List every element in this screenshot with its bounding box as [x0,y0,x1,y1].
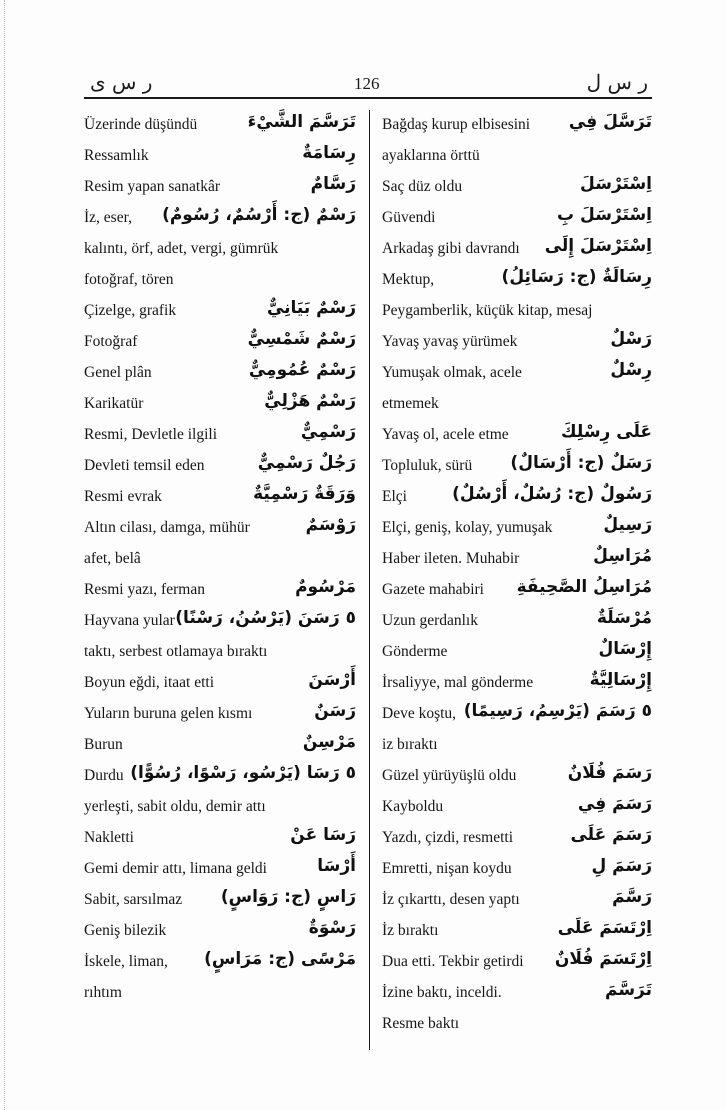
dictionary-entry [84,517,356,548]
arabic-headword: رَسَنٌ [314,701,356,721]
turkish-definition: Hayvana yular [84,612,175,629]
turkish-definition: Resme baktı [382,1015,460,1032]
arabic-headword: إِرْسَالِيَّةٌ [589,670,652,690]
arabic-headword: رَسِيلٌ [603,515,652,535]
dictionary-entry [382,610,652,641]
dictionary-entry [382,858,652,889]
dictionary-entry [84,114,356,145]
dictionary-entry [84,207,356,238]
turkish-definition: Dua etti. Tekbir getirdi [382,953,524,970]
arabic-headword: إِرْسَالٌ [598,639,652,659]
turkish-definition: Güzel yürüyüşlü oldu [382,767,517,784]
dictionary-entry [382,951,652,982]
dictionary-entry [84,610,356,641]
turkish-definition: Ressamlık [84,147,149,164]
turkish-definition: etmemek [382,395,439,412]
arabic-headword: وَرَقَةٌ رَسْمِيَّةٌ [253,484,356,504]
arabic-headword: تَرَسَّمَ الشَّيْءَ [247,112,356,132]
dictionary-entry [382,331,652,362]
arabic-headword: رَسَمَ عَلَى [570,825,652,845]
dictionary-entry [84,176,356,207]
arabic-headword: ٥ رَسَمَ (يَرْسِمُ، رَسِيمًا) [463,701,652,721]
turkish-definition: Kayboldu [382,798,444,815]
turkish-definition: fotoğraf, tören [84,271,174,288]
turkish-definition: Gemi demir attı, limana geldi [84,860,267,877]
arabic-headword: أَرْسَا [317,856,356,876]
dictionary-entry [382,734,652,765]
dictionary-entry [382,269,652,300]
dictionary-entry [382,517,652,548]
turkish-definition: İz, eser, [84,209,132,226]
turkish-definition: Genel plân [84,364,152,381]
scan-edge-dots [4,0,6,1110]
arabic-headword: تَرَسَّمَ [604,980,652,1000]
dictionary-entry [84,393,356,424]
column-divider [369,110,370,1050]
turkish-definition: Uzun gerdanlık [382,612,478,629]
arabic-headword: ٥ رَسَا (يَرْسُو، رَسْوًا، رُسُوًّا) [130,763,356,783]
arabic-headword: تَرَسَّلَ فِي [568,112,652,132]
turkish-definition: Fotoğraf [84,333,138,350]
dictionary-entry [84,827,356,858]
turkish-definition: Yavaş yavaş yürümek [382,333,518,350]
dictionary-entry [382,362,652,393]
dictionary-entry [382,827,652,858]
turkish-definition: Karikatür [84,395,144,412]
arabic-headword: رَسَّمَ [612,887,652,907]
arabic-headword: رَوْسَمٌ [305,515,356,535]
turkish-definition: Çizelge, grafik [84,302,177,319]
turkish-definition: İzine baktı, inceldi. [382,984,502,1001]
arabic-headword: رَسَمَ فِي [577,794,652,814]
turkish-definition: iz bıraktı [382,736,438,753]
turkish-definition: kalıntı, örf, adet, vergi, gümrük [84,240,279,257]
dictionary-entry [84,300,356,331]
turkish-definition: Resmi yazı, ferman [84,581,205,598]
dictionary-entry [382,207,652,238]
dictionary-entry [382,641,652,672]
dictionary-entry [382,703,652,734]
turkish-definition: Boyun eğdi, itaat etti [84,674,215,691]
arabic-headword: اِرْتَسَمَ عَلَى [557,918,652,938]
dictionary-entry [84,424,356,455]
dictionary-entry [382,145,652,176]
dictionary-entry [84,889,356,920]
turkish-definition: Deve koştu, [382,705,457,722]
turkish-definition: Gazete mahabiri [382,581,484,598]
arabic-headword: مَرْسِنٌ [302,732,356,752]
arabic-headword: رَسْوَةٌ [308,918,356,938]
turkish-definition: Resmi evrak [84,488,162,505]
dictionary-entry [382,424,652,455]
turkish-definition: Haber ileten. Muhabir [382,550,520,567]
dictionary-entry [382,796,652,827]
dictionary-entry [382,982,652,1013]
turkish-definition: Peygamberlik, küçük kitap, mesaj [382,302,593,319]
turkish-definition: Geniş bilezik [84,922,167,939]
arabic-headword: رَسُولٌ (ج: رُسُلٌ، أَرْسُلٌ) [452,484,652,504]
arabic-headword: مَرْسًى (ج: مَرَاسٍ) [204,949,356,969]
dictionary-entry [84,858,356,889]
arabic-headword: رَسْلٌ [610,329,652,349]
turkish-definition: Bağdaş kurup elbisesini [382,116,531,133]
turkish-definition: Topluluk, sürü [382,457,473,474]
dictionary-entry [382,548,652,579]
arabic-headword: اِسْتَرْسَلَ إِلَى [544,236,652,256]
turkish-definition: Sabit, sarsılmaz [84,891,183,908]
turkish-definition: yerleşti, sabit oldu, demir attı [84,798,266,815]
dictionary-entry [84,703,356,734]
turkish-definition: Yuların buruna gelen kısmı [84,705,253,722]
turkish-definition: Resim yapan sanatkâr [84,178,221,195]
turkish-definition: Üzerinde düşündü [84,116,198,133]
dictionary-entry [84,269,356,300]
dictionary-entry [84,579,356,610]
arabic-headword: مُرَاسِلُ الصَّحِيفَةِ [516,577,652,597]
dictionary-entry [382,300,652,331]
turkish-definition: taktı, serbest otlamaya bıraktı [84,643,268,660]
turkish-definition: Yumuşak olmak, acele [382,364,522,381]
turkish-definition: Güvendi [382,209,436,226]
dictionary-entry [84,920,356,951]
page-number: 126 [354,74,380,93]
header-rule [84,97,652,99]
dictionary-entry [84,951,356,982]
dictionary-entry [84,672,356,703]
dictionary-entry [84,734,356,765]
turkish-definition: İz çıkarttı, desen yaptı [382,891,520,908]
arabic-headword: رَسَا عَنْ [290,825,356,845]
dictionary-entry [84,796,356,827]
dictionary-entry [382,455,652,486]
turkish-definition: rıhtım [84,984,122,1001]
turkish-definition: Arkadaş gibi davrandı [382,240,520,257]
dictionary-entry [382,238,652,269]
arabic-headword: رَسْمٌ هَزْلِيٌّ [264,391,356,411]
dictionary-entry [84,455,356,486]
arabic-headword: أَرْسَنَ [308,670,356,690]
turkish-definition: Nakletti [84,829,134,846]
turkish-definition: Mektup, [382,271,435,288]
dictionary-entry [382,1013,652,1044]
turkish-definition: Elçi, geniş, kolay, yumuşak [382,519,553,536]
arabic-headword: رَسْمٌ شَمْسِيٌّ [247,329,356,349]
left-column [84,114,356,1013]
dictionary-entry [382,393,652,424]
arabic-headword: مَرْسُومٌ [295,577,356,597]
dictionary-entry [84,982,356,1013]
arabic-headword: رِسَامَةٌ [302,143,356,163]
dictionary-entry [382,579,652,610]
dictionary-entry [84,145,356,176]
turkish-definition: Yavaş ol, acele etme [382,426,509,443]
arabic-headword: مُرْسَلَةٌ [596,608,652,628]
turkish-definition: afet, belâ [84,550,141,567]
turkish-definition: Yazdı, çizdi, resmetti [382,829,514,846]
dictionary-entry [382,672,652,703]
dictionary-entry [84,331,356,362]
arabic-headword: رَسْمٌ عُمُومِيٌّ [248,360,356,380]
dictionary-entry [382,765,652,796]
dictionary-entry [84,238,356,269]
turkish-definition: Saç düz oldu [382,178,463,195]
arabic-headword: رَسْمٌ (ج: أَرْسُمٌ، رُسُومٌ) [162,205,356,225]
turkish-definition: Gönderme [382,643,448,660]
header-root-right: ر س ل [586,70,648,94]
dictionary-entry [84,362,356,393]
turkish-definition: Resmi, Devletle ilgili [84,426,218,443]
turkish-definition: Altın cilası, damga, mühür [84,519,250,536]
dictionary-entry [84,486,356,517]
arabic-headword: رَسَمَ فُلَانٌ [567,763,652,783]
dictionary-entry [382,920,652,951]
arabic-headword: رِسَالَةٌ (ج: رَسَائِلُ) [501,267,652,287]
arabic-headword: اِرْتَسَمَ فُلَانٌ [554,949,652,969]
dictionary-entry [84,641,356,672]
arabic-headword: مُرَاسِلٌ [593,546,652,566]
turkish-definition: Emretti, nişan koydu [382,860,512,877]
arabic-headword: رَسْمِيٌّ [300,422,356,442]
arabic-headword: اِسْتَرْسَلَ بِ [557,205,652,225]
turkish-definition: İrsaliyye, mal gönderme [382,674,534,691]
arabic-headword: رَسَمَ لِ [591,856,652,876]
turkish-definition: Devleti temsil eden [84,457,205,474]
arabic-headword: رَسَلٌ (ج: أَرْسَالٌ) [510,453,652,473]
turkish-definition: İskele, liman, [84,953,168,970]
arabic-headword: ٥ رَسَنَ (يَرْسُنُ، رَسْنًا) [175,608,356,628]
turkish-definition: ayaklarına örttü [382,147,480,164]
arabic-headword: رَسَّامٌ [310,174,356,194]
arabic-headword: اِسْتَرْسَلَ [580,174,652,194]
dictionary-entry [382,486,652,517]
turkish-definition: İz bıraktı [382,922,439,939]
turkish-definition: Burun [84,736,123,753]
dictionary-entry [382,889,652,920]
turkish-definition: Durdu [84,767,124,784]
header-root-left: ر س ى [90,70,153,94]
arabic-headword: رِسْلٌ [610,360,652,380]
dictionary-entry [84,765,356,796]
arabic-headword: رَجُلٌ رَسْمِيٌّ [257,453,356,473]
arabic-headword: رَاسٍ (ج: رَوَاسٍ) [220,887,356,907]
right-column [382,114,652,1044]
arabic-headword: عَلَى رِسْلِكَ [561,422,652,442]
arabic-headword: رَسْمٌ بَيَانِيٌّ [266,298,356,318]
dictionary-entry [382,176,652,207]
turkish-definition: Elçi [382,488,407,505]
page-header [84,70,652,94]
dictionary-entry [382,114,652,145]
dictionary-entry [84,548,356,579]
